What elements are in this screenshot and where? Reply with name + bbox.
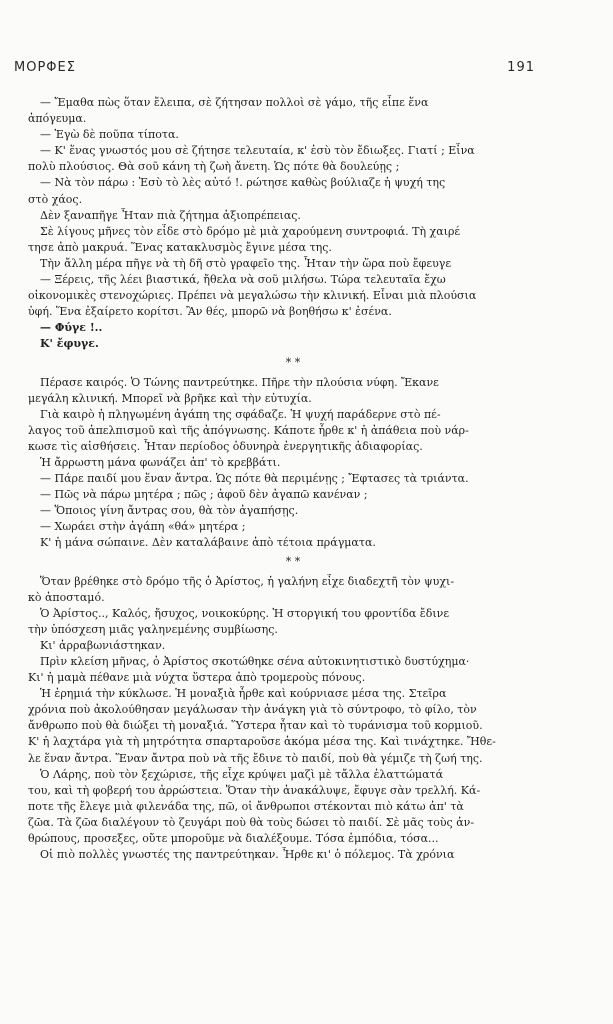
text-line: — Χωράει στὴν ἀγάπη «θά» μητέρα ;: [40, 520, 246, 534]
page-body: [28, 95, 558, 863]
text-line: — Φύγε !..: [40, 321, 103, 335]
text-line: — Ξέρεις, τῆς λέει βιαστικά, ἤθελα νὰ σοῦ μιλήσω. Τώρα τελευταῖα ἔχω: [40, 273, 446, 287]
text-line: χρόνια ποὺ ἀκολούθησαν μεγάλωσαν τὴν ἀνάγκη γιὰ τὸ σύντροφο, τὸ φίλο, τὸν: [28, 703, 477, 717]
section-1: [28, 95, 558, 353]
text-line: Οἱ πιὸ πολλὲς γνωστές της παντρεύτηκαν. Ἦρθε κι' ὁ πόλεμος. Τὰ χρόνια: [40, 848, 455, 862]
text-line: — Ἐγὼ δὲ ποῦπα τίποτα.: [40, 128, 179, 142]
text-line: Πέρασε καιρός. Ὁ Τώνης παντρεύτηκε. Πῆρε τὴν πλούσια νύφη. Ἔκανε: [40, 375, 439, 389]
text-line: Πρὶν κλείση μῆνας, ὁ Ἀρίστος σκοτώθηκε σένα αὐτοκινητιστικὸ δυστύχημα·: [40, 655, 470, 668]
text-line: Κ' ἔφυγε.: [40, 337, 99, 351]
section-separator: * *: [285, 554, 301, 568]
text-line: — Ἔμαθα πὼς ὅταν ἔλειπα, σὲ ζήτησαν πολλοὶ σὲ γάμο, τῆς εἶπε ἕνα: [40, 96, 429, 109]
text-line: Κι' ἀρραβωνιάστηκαν.: [40, 638, 166, 652]
text-line: κωσε τὶς αἰσθήσεις. Ἦταν περίοδος ὀδυνηρὰ ἐνεργητικῆς ἀδιαφορίας.: [28, 439, 423, 453]
text-line: — Ὅποιος γίνη ἄντρας σου, θὰ τὸν ἀγαπήσῃς.: [40, 504, 299, 518]
text-line: ὑφή. Ἕνα ἐξαίρετο κορίτσι. Ἂν θές, μπορῶ νὰ βοηθήσω κ' ἐσένα.: [28, 305, 392, 319]
text-line: ἀπόγευμα.: [28, 112, 87, 126]
text-line: — Κ' ἕνας γνωστός μου σὲ ζήτησε τελευταία, κ' ἐσὺ τὸν ἔδιωξες. Γιατί ; Εἶνα: [40, 144, 475, 158]
text-line: Σὲ λίγους μῆνες τὸν εἶδε στὸ δρόμο μὲ μιὰ χαρούμενη συντροφιά. Τὴ χαιρέ: [40, 224, 461, 238]
section-3: [28, 574, 558, 864]
text-line: οἰκονομικὲς στενοχώριες. Πρέπει νὰ μεγαλώσω τὴν κλινική. Εἶναι μιὰ πλούσια: [28, 289, 477, 303]
text-line: στὸ χάος.: [28, 192, 83, 206]
running-title: ΜΟΡΦΕΣ: [14, 60, 76, 75]
section-separator: * *: [285, 355, 301, 369]
text-line: ποτε τῆς ἔλεγε μιὰ φιλενάδα της, πῶ, οἱ ἄνθρωποι στέκονται πιὸ κάτω ἀπ' τὰ: [28, 799, 464, 813]
text-line: τησε ἀπὸ μακρυά. Ἕνας κατακλυσμὸς ἔγινε μέσα της.: [28, 240, 332, 254]
page-number: 191: [507, 60, 535, 75]
text-line: λαγος τοῦ ἀπελπισμοῦ καὶ τῆς ἀπόγνωσης. Κάποτε ἦρθε κ' ἡ ἀπάθεια ποὺ νάρ-: [28, 423, 469, 437]
text-line: ἄνθρωπο ποὺ θὰ διώξει τὴ μοναξιά. Ὕστερα ἦταν καὶ τὸ τυράνισμα τοῦ κορμιοῦ.: [28, 719, 483, 733]
text-line: Κι' ἡ μαμὰ πέθανε μιὰ νύχτα ὕστερα ἀπὸ τρομεροὺς πόνους.: [28, 671, 366, 685]
text-line: πολὺ πλούσιος. Θὰ σοῦ κάνη τὴ ζωὴ ἄνετη. Ὡς πότε θὰ δουλεύῃς ;: [28, 160, 400, 174]
text-line: Τὴν ἄλλη μέρα πῆγε νὰ τὴ δῆ στὸ γραφεῖο της. Ἦταν τὴν ὥρα ποὺ ἔφευγε: [40, 256, 452, 270]
text-line: κὸ ἀποσταμό.: [28, 590, 105, 604]
text-line: Ὁ Λάρης, ποὺ τὸν ξεχώρισε, τῆς εἶχε κρύψει μαζὶ μὲ τἄλλα ἐλαττώματά: [40, 767, 444, 781]
text-line: Ἡ ἐρημιά τὴν κύκλωσε. Ἡ μοναξιὰ ἦρθε καὶ κούρνιασε μέσα της. Στεῖρα: [40, 687, 447, 701]
text-line: — Πῶς νὰ πάρω μητέρα ; πῶς ; ἀφοῦ δὲν ἀγαπῶ κανέναν ;: [40, 488, 368, 502]
text-line: Ὁ Ἀρίστος.., Καλός, ἤσυχος, νοικοκύρης. Ἡ στοργική του φροντίδα ἔδινε: [40, 606, 450, 620]
text-line: θρώπους, προσεξες, οὔτε μποροῦμε νὰ διαλέξουμε. Τόσα ἐμπόδια, τόσα...: [28, 832, 439, 846]
page-header: [14, 60, 535, 78]
section-2: [28, 375, 558, 552]
text-line: λε ἕναν ἄντρα. Ἕναν ἄντρα ποὺ νὰ τῆς ἔδινε τὸ παιδί, ποὺ θὰ γέμιζε τὴ ζωή της.: [28, 751, 483, 765]
text-line: τὴν ὑπόσχεση μιᾶς γαληνεμένης συμβίωσης.: [28, 622, 278, 636]
text-line: — Πάρε παιδί μου ἕναν ἄντρα. Ὡς πότε θὰ περιμένῃς ; Ἔφτασες τὰ τριάντα.: [40, 472, 469, 486]
text-line: Κ' ἡ μάνα σώπαινε. Δὲν καταλάβαινε ἀπὸ τέτοια πράγματα.: [40, 536, 376, 550]
text-line: του, καὶ τὴ φοβερή του ἀρρώστεια. Ὅταν τὴν ἀνακάλυψε, ἔφυγε σὰν τρελλή. Κά-: [28, 783, 481, 797]
text-line: μεγάλη κλινική. Μπορεῖ νὰ βρῆκε καὶ τὴν εὐτυχία.: [28, 391, 312, 405]
text-line: — Νὰ τὸν πάρω : Ἐσὺ τὸ λὲς αὐτό !. ρώτησε καθὼς βούλιαζε ἡ ψυχή της: [40, 176, 446, 190]
text-line: Ὅταν βρέθηκε στὸ δρόμο τῆς ὁ Ἀρίστος, ἡ γαλήνη εἶχε διαδεχτῆ τὸν ψυχι-: [40, 574, 455, 588]
text-line: Κ' ἡ λαχτάρα γιὰ τὴ μητρότητα σπαρταροῦσε ἀκόμα μέσα της. Καὶ τινάχτηκε. Ἤθε-: [28, 735, 496, 749]
text-line: Δὲν ξαναπῆγε Ἦταν πιὰ ζήτημα ἀξιοπρέπειας.: [40, 208, 301, 222]
text-line: Ἡ ἄρρωστη μάνα φωνάζει ἀπ' τὸ κρεββάτι.: [40, 455, 281, 469]
text-line: Γιὰ καιρὸ ἡ πληγωμένη ἀγάπη της σφάδαζε. Ἡ ψυχή παράδερνε στὸ πέ-: [40, 407, 441, 421]
text-line: ζῶα. Τὰ ζῶα διαλέγουν τὸ ζευγάρι ποὺ θὰ τοὺς δώσει τὸ παιδί. Σὲ μᾶς τοὺς ἀν-: [28, 815, 475, 829]
